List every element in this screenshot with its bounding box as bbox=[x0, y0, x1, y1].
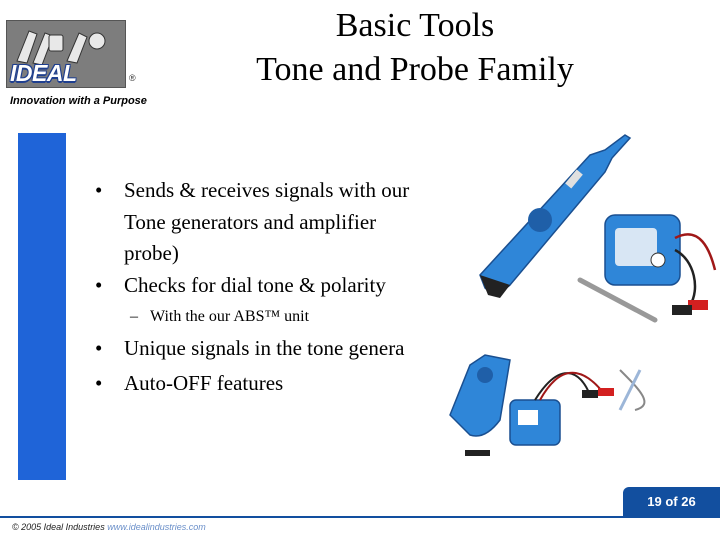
product-photo bbox=[440, 120, 720, 465]
bullet-text: Unique signals in the tone genera bbox=[124, 336, 405, 360]
logo-wordmark: IDEAL bbox=[10, 60, 77, 86]
page-number-badge: 19 of 26 bbox=[623, 487, 720, 516]
registered-mark: ® bbox=[129, 73, 136, 83]
bullet-text: Sends & receives signals with our bbox=[124, 178, 410, 202]
footer-copyright: © 2005 Ideal Industries bbox=[12, 522, 105, 532]
tagline: Innovation with a Purpose bbox=[10, 95, 147, 107]
footer-divider bbox=[0, 516, 720, 518]
bullet-symbol: • bbox=[95, 371, 103, 395]
probe-kit-icon bbox=[450, 355, 640, 456]
ideal-logo bbox=[6, 20, 138, 86]
bullet-symbol: • bbox=[95, 273, 103, 297]
footer-website-link[interactable]: www.idealindustries.com bbox=[107, 522, 206, 532]
accent-bar bbox=[18, 133, 66, 480]
sub-bullet bbox=[130, 308, 309, 326]
bullet-text: probe) bbox=[124, 241, 179, 265]
bullet-text: Auto-OFF features bbox=[124, 371, 284, 395]
title-line-1: Basic Tools bbox=[335, 7, 495, 44]
sub-bullet-text: With the our ABS™ unit bbox=[150, 308, 310, 325]
title-line-2: Tone and Probe Family bbox=[256, 51, 574, 88]
bullet-text: Tone generators and amplifier bbox=[124, 210, 377, 234]
bullet-text: Checks for dial tone & polarity bbox=[124, 273, 386, 297]
bullet-symbol: • bbox=[95, 178, 103, 202]
bullet-symbol: • bbox=[95, 336, 103, 360]
slide-title bbox=[200, 4, 630, 92]
footer bbox=[12, 522, 206, 532]
sub-bullet-dash: – bbox=[130, 308, 138, 325]
